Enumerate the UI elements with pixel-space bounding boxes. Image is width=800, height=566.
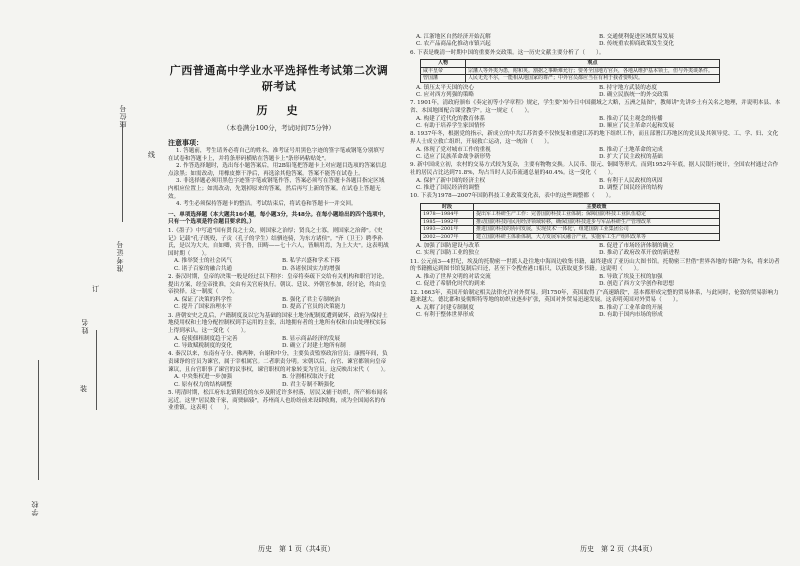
option: D. 推动了政府改革开放的新进程 [599,250,680,257]
question-7-options [410,116,782,131]
notice-item: 1. 答题前，考生请务必将自己的姓名、准考证号用黑色字迹的签字笔或钢笔分别填写在试卷和答题卡上，并将条形码横贴在答题卡上"条形码粘贴处"。 [168,148,385,162]
ding-mark: 订 [92,285,99,293]
option: A. 保证了决策的科学性 [174,296,232,303]
option: D. 顺应了民主革命兴起和发展 [599,123,674,130]
score-time-info: （本卷满分100分，考试时间75分钟） [223,124,335,132]
question-10-stem: 10. 下表为1978—2007年国防科技工业政策变化表，表中的这些调整都（ ）。 [410,193,615,200]
question-7-stem: 7. 1901年，清政府颁布《奏定初等小学章程》规定，学生要"知今日中国疆域之大略，五洲之陆图"，教师讲"先讲乡土有关名之地理，并说明本县、本省、本国地图配合课堂教学"。这一规定（ ）。 [410,100,781,115]
table-header: 主要政策 [474,204,720,211]
table-cell: 1993—2001年 [421,226,474,233]
option: A. 推动了世界文明的对话交流 [416,274,491,281]
option: D. 有助于国内市场的形成 [599,312,663,319]
option: C. 适应了民族革命战争新形势 [416,154,491,161]
table-row [421,226,720,233]
option: C. 实现了国防工业的独立 [416,250,480,257]
page-2-footer: 历史 第 2 页（共4页） [580,545,657,553]
question-5-stem: 5. 明清时期，松江府东北镇附近的东乡及附近许多村落，居民又辅于纺织，所产棉布闻名远近。这里"居民数千家，商贾辐辏"，苏州商人也纷纷前来设肆收购，成为全国闻名的布业重镇。这表明（ ）。 [168,389,388,412]
option: D. 扩大了民主政权的基础 [599,154,663,161]
question-6-options [410,85,782,100]
question-6-table [420,59,720,82]
question-6-stem: 6. 下表是晚清一时期中国的重要外交政策。这一历史文献主要分析了（ ）。 [410,49,605,56]
option: A. 镇压太平天国的决心 [416,84,474,91]
option: C. 促进了希腊化时代的到来 [416,281,486,288]
school-label: 学校 [31,500,39,516]
option: C. 诸子百家的融合共通 [174,265,232,272]
table-row [421,75,720,82]
table-row [421,67,720,74]
name-label: 姓名 [81,318,89,334]
notice-heading: 注意事项： [168,138,203,147]
option: A. 保护了新中国的经济主权 [416,177,486,184]
option: B. 私学兴盛和学术下移 [282,258,341,265]
question-4-stem: 4. 秦汉以来，东南有寺分、佛两种，台谢和中分，主要负责監察政治官员；康熙年间，负责谏诤的官员为谏官，属于宰相属官。二者职责分明。宋朝以后，台官、谏官都领向皇帝谏议，且台官职事了谏官的议事权，谏官职权的对象转变为官员。这反映出宋代（ ）。 [168,351,389,373]
table-cell: 人民无先不尔，一能相从地国家的尊严；中外官员都应当在有利于我者要明决。 [466,75,720,82]
question-3-stem: 3. 唐朝安史之乱后，户籍制度及以它为基础的国家土地分配制度遭到破坏，政府为保持土地使用权和土地分配控制权到手运用的主张，出地拥有者的土地所有权和自由处理权实际上得到承认。这一变化（ ）。 [168,312,388,334]
school-line [38,360,39,480]
option: A. 促使佃租制度趋于完善 [174,335,238,342]
table-cell: 1985—1992年 [421,218,474,225]
table-row [421,233,720,240]
table-cell: 宗藩人等外夷为患，附和英。割据之事断难允行；要务全国地方官兵，各地从维护基本领土，但与外夷谈条件。 [466,67,720,74]
question-1-options [168,258,390,273]
xian-mark: 线 [148,151,155,159]
exam-title: 广西普通高中学业水平选择性考试第二次调研考试 [169,64,389,93]
seat-number-label: 座位号 [119,104,127,128]
option: B. 推动了民主观念的传播 [599,115,663,122]
option: B. 交通便利促进区域贸易发展 [599,34,674,40]
option: A. 构建了近代化的教育体系 [416,115,486,122]
question-10-table [420,203,720,241]
option: B. 导致了埃及王权的加强 [599,274,663,281]
option: A. 瓦解了封建专制制度 [416,305,474,312]
table-header: 人物 [421,60,466,67]
option: D. 调整了国民经济的结构 [599,185,663,192]
option: B. 推动了工业革命的开展 [599,305,663,312]
option: C. 农产品商品化推动市镇兴起 [416,41,491,48]
page-1-footer: 历史 第 1 页（共4页） [258,545,335,553]
table-row [421,218,720,225]
question-5-options [410,34,782,49]
option: D. 确立了封建土地所有制 [282,342,346,349]
name-line [96,330,97,410]
option: C. 原有权力的结构调整 [174,381,232,388]
option: C. 导致赋税制度的变化 [174,342,232,349]
notice-item: 4. 考生必须保持答题卡的整洁。考试结束后，将试卷和答题卡一并交回。 [176,201,357,208]
table-cell: 咸丰皇帝 [421,67,466,74]
option: B. 持守地方武装的态度 [599,84,658,91]
binding-margin [0,0,155,566]
option: B. 分割相权取决于此 [282,374,335,381]
exam-number-label: 准考证号 [116,240,124,272]
notice-item: 2. 作答选择题时，选出每小题答案后，用2B铅笔把答题卡上对应题目选项的答案信息点涂黑；如需改动，用橡皮擦干净后，再选涂其他答案。答案不能答在试卷上。 [168,163,387,177]
option: D. 确立民族统一的外交政策 [599,92,669,99]
option: D. 创造了西方文学创作和思想 [599,281,674,288]
option: B. 强化了君主专制统治 [282,296,341,303]
section-heading: 一、单项选择题（本大题共16小题，每小题3分，共48分。在每小题给出的四个选项中，只有一个选项是符合题目要求的。） [168,211,389,226]
zhuang-mark: 装 [80,385,87,393]
question-4-options [168,374,390,389]
option: C. 有助于培养学生家国情怀 [416,123,486,130]
question-12-stem: 12. 1663年，英国开始制定相关法律允许对外贸易。到1750年，英国取得了"高速路段"，基本都形成完整的贸易体系，与此同时，伦敦的贸易影响力越来越大。德比郡和曼彻斯特等地的纺织业逐步扩张，英国对外贸易迅速发展。这表明英国对外贸易（ ）。 [410,289,779,304]
question-8-options [410,147,782,162]
page-2-content [410,34,782,320]
question-9-options [410,178,782,193]
option: D. 君主专制不断强化 [282,381,335,388]
table-cell: 推动国防科技向民用经济领域转移，确保国防科技进步与军品科研生产管理改革 [474,218,720,225]
option: B. 推动了土地革命的完成 [599,146,663,153]
option: B. 促进了市场经济体制的确立 [599,243,674,250]
option: B. 显示商品经济的发展 [282,335,341,342]
seat-line [122,122,123,222]
option: A. 推举贤士的社会风气 [174,258,232,265]
option: A. 江浙地区自然经济开始瓦解 [416,34,491,40]
option: A. 加强了国防建设与改革 [416,243,480,250]
table-cell: 推进国防科技的协同发展，实现技术'一体化'，组建国防工业集团公司 [474,226,720,233]
table-header: 观点 [466,60,720,67]
question-2-options [168,297,390,312]
option: A. 中央集权进一步加强 [174,374,232,381]
option: B. 有利于人民政权的巩固 [599,177,663,184]
question-1-stem: 1.《墨子》中写道"国有贤良之士众，则国家之治厚；贤良之士寡，则国家之治薄"。《史记》记载"孔子既殁，子贡（孔子的学生）结驷连骑，为东方诸侯"。"齐（卫王）聘季孙氏，是以为大夫，自如卿，宾于鲁，田畴——七十六人，皆顺用焉，为上大夫"。这表明战国时期（ ）。 [168,227,389,257]
option: C. 提升了国家治理水平 [174,304,232,311]
table-header: 时段 [421,204,474,211]
option: C. 应对西方列强的策略 [416,92,474,99]
notice-item: 3. 非选择题必须用黑色字迹签字笔或钢笔作答，答案必须写在答题卡各题目指定区域内相应位置上；如需改动，先划掉原来的答案，然后再写上新的答案。在试卷上答题无效。 [168,178,385,200]
page-1-content [168,62,390,413]
question-10-options [410,243,782,258]
option: A. 体现了党对城市工作的重视 [416,146,491,153]
subject-title: 历 史 [256,104,302,117]
table-cell: 1978—1984年 [421,211,474,218]
question-3-options [168,336,390,351]
question-2-stem: 2. 秦汉时期，皇帝的决策一般是经过以下程序：皇帝将奏疏下交给有关机构和职官讨论，提出方案，经皇帝批准，交由有关官府执行。朝议、廷议、外朝官参加，经讨论，终由皇帝抉择。这一制度（ ）。 [168,274,388,296]
question-12-options [410,305,782,320]
option: D. 提高了官员的决策能力 [282,304,346,311]
table-cell: 提出军工科研生产工作：完善国防科技工业体制；保障国防科技工业队伍稳定 [474,211,720,218]
option: D. 传统重农抑商政策发生变化 [599,41,674,48]
question-9-stem: 9. 新中国成立初，农村的交易方式较为复杂，主要有物物交换。人民币、银元、铜圆等形式。而到1952年年底，据人民银行统计，全国农村通过合作社的居民占比达到71.8%，均占当时人民币流通总量的40.4%。这一变化（ ）。 [410,162,779,177]
page-2 [400,0,800,566]
question-11-stem: 11. 公元前3—4世纪，埃及的托勒密一世派人赴往地中海周边收集书籍，最终建成了亚历山大图书馆。托勒密三世借"世界各地的书籍"为名，将来访者的书籍搬运到图书馆复制后归还，甚至下令搜查港口船只，以获取更多书籍。这说明（ ）。 [410,258,780,273]
question-11-options [410,274,782,289]
table-cell: 曾国藩 [421,75,466,82]
option: C. 推进了国民经济的调整 [416,185,480,192]
option: D. 各诸侯国实力的增强 [282,265,341,272]
table-row [421,211,720,218]
option: C. 有利于整体世界形成 [416,312,474,319]
table-cell: 建立国防科研主体新体制，大力发展军民融合产业，实施军工生产组织改革等 [474,233,720,240]
question-8-stem: 8. 1937年冬，根据党的指示，新成立的中共江苏省委不仅恢复和重建江苏的地下组织工作，而且部署江苏地区的党员及其领导党、工、学、妇、文化界人士成立救亡组织，开展救亡运动，这一统治（ ）。 [410,131,779,146]
table-cell: 2002—2007年 [421,233,474,240]
